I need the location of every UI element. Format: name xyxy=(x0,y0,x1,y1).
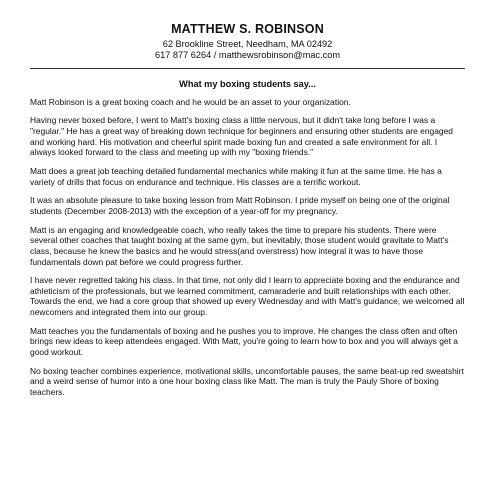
testimonial-6: I have never regretted taking his class. In that time, not only did I learn to appreciate boxing and the endurance and athleticism of the professionals, but we learned commitment, camaraderie and built relationships with each other. Towards the end, we had a core group that showed up every Wednesday and with Matt's guidance, we welcomed all newcomers and integrated them into our group. xyxy=(30,275,465,318)
testimonial-8: No boxing teacher combines experience, motivational skills, uncomfortable pauses, the same beat-up red sweatshirt and a weird sense of humor into a one hour boxing class like Matt. The man is truly the Pauly Shore of boxing teachers. xyxy=(30,365,464,397)
contact-info: 617 877 6264 / matthewsrobinson@mac.com xyxy=(154,50,340,61)
testimonial-5: Matt is an engaging and knowledgeable coach, who really takes the time to prepare his students. There were several other coaches that taught boxing at the same gym, but inevitably, those student would gravitate to Matt's class, because he knew the basics and he would stress(and overstress) how integral it was to have those fundamentals down pat before we could progress further. xyxy=(30,224,449,267)
section-title: What my boxing students say... xyxy=(179,78,316,89)
header-divider xyxy=(30,68,465,69)
testimonial-7: Matt teaches you the fundamentals of boxing and he pushes you to improve. He changes the class often and often brings new ideas to keep attendees engaged. With Matt, you're going to learn how to box and you will always get a good workout. xyxy=(30,325,458,358)
testimonial-1: Matt Robinson is a great boxing coach and he would be an asset to your organization. xyxy=(30,96,351,107)
testimonial-3: Matt does a great job teaching detailed fundamental mechanics while making it fun at the same time. He has a variety of drills that focus on endurance and technique. His classes are a terrific workout. xyxy=(30,165,442,187)
testimonial-4: It was an absolute pleasure to take boxing lesson from Matt Robinson. I pride myself on being one of the original students (December 2008-2013) with the exception of a year-off for my pregnancy. xyxy=(30,195,450,216)
person-name: MATTHEW S. ROBINSON xyxy=(171,22,324,36)
header xyxy=(30,22,465,62)
address: 62 Brookline Street, Needham, MA 02492 xyxy=(162,38,333,49)
testimonial-2: Having never boxed before, I went to Matt's boxing class a little nervous, but it didn't take long before I was a "regular." He has a great way of breaking down technique for beginners and ensuring other students are engaged and working hard. His motivation and cheerful spirit made boxing fun and created a safe environment for all. I always looked forward to the class and meeting up with my "boxing friends." xyxy=(30,115,453,158)
